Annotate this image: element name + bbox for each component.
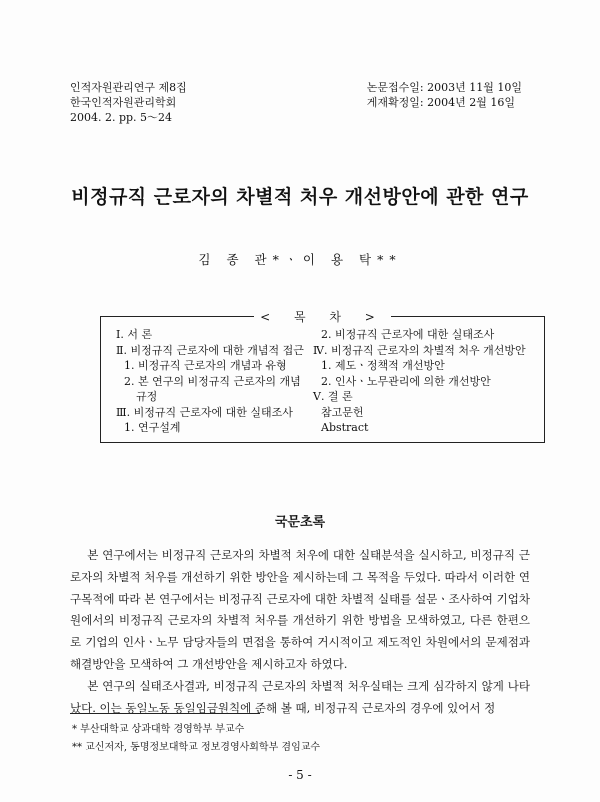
toc-item: Ⅴ. 결 론 xyxy=(313,390,353,403)
toc-item: 참고문헌 xyxy=(321,405,364,419)
toc-left-column xyxy=(116,327,316,436)
journal-info xyxy=(70,80,187,125)
toc-item: 2. 비정규직 근로자에 대한 실태조사 xyxy=(321,328,495,341)
toc-item: 규정 xyxy=(136,390,158,403)
journal-name: 인적자원관리연구 제8집 xyxy=(70,81,187,94)
abstract-paragraph: 본 연구의 실태조사결과, 비정규직 근로자의 차별적 처우실태는 크게 심각하지 않게 나타났다. 이는 동일노동 동일임금원칙에 준해 볼 때, 비정규직 근로자의 경우에 있어서 정 xyxy=(70,678,530,715)
issue-pages: 2004. 2. pp. 5～24 xyxy=(70,111,173,124)
toc-item: Abstract xyxy=(321,421,369,434)
paper-title: 비정규직 근로자의 차별적 처우 개선방안에 관한 연구 xyxy=(71,186,529,208)
accepted-date: 게재확정일: 2004년 2월 16일 xyxy=(366,96,515,109)
society-name: 한국인적자원관리학회 xyxy=(70,96,177,109)
toc-right-column xyxy=(313,327,538,436)
footnote: ** 교신저자, 동명정보대학교 정보경영사회학부 겸임교수 xyxy=(72,742,321,753)
submission-info xyxy=(367,80,522,110)
footnotes xyxy=(72,721,320,757)
toc-item: 1. 비정규직 근로자의 개념과 유형 xyxy=(124,359,287,372)
toc-item: 2. 본 연구의 비정규직 근로자의 개념 xyxy=(124,374,301,388)
abstract-paragraph: 본 연구에서는 비정규직 근로자의 차별적 처우에 대한 실태분석을 실시하고, 비정규직 근로자의 차별적 처우를 개선하기 위한 방안을 제시하는데 그 목적을 두었다. 따라서 이러한 연구목적에 따라 본 연구에서는 비정규직 근로자에 대한 차별적 실태를 설문ㆍ조사하여 기업차원에서의 비정규직 근로자의 차별적 처우를 개선하기 위한 방법을 모색하였고, 다른 한편으로 기업의 인사ㆍ노무 담당자들의 면접을 통하여 거시적이고 제도적인 차원에서의 문제점과 해결방안을 모색하여 그 개선방안을 제시하고자 하였다. xyxy=(70,548,530,671)
toc-item: Ⅱ. 비정규직 근로자에 대한 개념적 접근 xyxy=(116,343,304,357)
abstract-body xyxy=(70,545,530,719)
page-number: - 5 - xyxy=(288,768,312,782)
toc-item: Ⅲ. 비정규직 근로자에 대한 실태조사 xyxy=(116,405,293,419)
toc-item: Ⅰ. 서 론 xyxy=(116,328,153,341)
footnote: * 부산대학교 상과대학 경영학부 부교수 xyxy=(72,724,245,735)
table-of-contents xyxy=(100,310,545,443)
toc-item: 1. 제도ㆍ정책적 개선방안 xyxy=(321,359,445,372)
toc-item: 2. 인사ㆍ노무관리에 의한 개선방안 xyxy=(321,374,491,388)
footnote-divider xyxy=(70,713,260,714)
abstract-heading: 국문초록 xyxy=(274,515,326,530)
toc-item: 1. 연구설계 xyxy=(124,421,181,434)
authors: 김 종 관*ㆍ이 용 탁** xyxy=(198,252,402,267)
toc-label: < 목 차 > xyxy=(101,308,544,325)
received-date: 논문접수일: 2003년 11월 10일 xyxy=(366,81,522,94)
toc-item: Ⅳ. 비정규직 근로자의 차별적 처우 개선방안 xyxy=(313,343,526,357)
